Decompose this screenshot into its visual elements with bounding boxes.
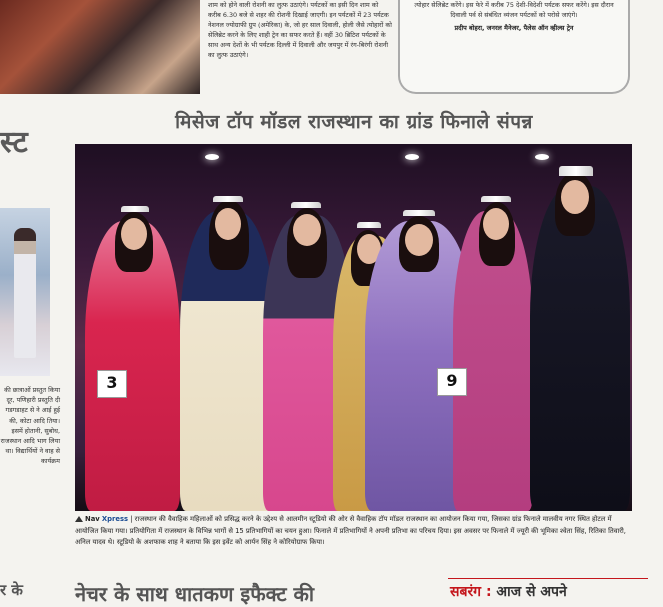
left-column-heading: स्ट	[0, 125, 29, 160]
main-event-photo	[75, 144, 632, 511]
top-news-photo	[0, 0, 200, 94]
section-rule	[448, 578, 648, 579]
bottom-left-headline: र के	[0, 581, 23, 599]
teaser-text: आज से अपने	[496, 584, 567, 600]
quote-signature: प्रदीप बोहरा, जनरल मैनेजर, पैलेस ऑन व्हील्स ट्रेन	[454, 24, 574, 32]
bottom-right-teaser	[450, 582, 567, 601]
quote-box	[398, 0, 630, 94]
caption-text: | राजस्थान की वैवाहिक महिलाओं को प्रसिद्ध करने के उद्देश्य से आलमीन स्टूडियो की ओर से वैवाहिक टॉप मॉडल राजस्थान का आयोजन किया गया, जिसका ग्रांड फिनाले मालवीय नगर स्थित होटल में आयोजित किया गया। प्रतियोगिता में राजस्थान के विभिन्न भागों से 15 प्रतिभागियों का चयन हुआ। फिनाले में प्रतिभागियों ने अपनी प्रतिभा का परिचय दिया। इस अवसर पर फिनाले में ज्यूरी की भूमिका श्वेता सिंह, रितिका तिवारी, अनिल यादव थे। स्टूडियो के अशफाक शाह ने बताया कि इस इवेंट को आर्यन सिंह ने कोरियोग्राफ किया।	[75, 515, 626, 546]
left-column-photo	[0, 208, 50, 376]
bottom-headline: नेचर के साथ धातकण इफैक्ट की	[75, 582, 315, 606]
caption-brand-xpress: Xpress	[101, 515, 129, 523]
teaser-label: सबरंग :	[450, 584, 492, 600]
contestant-number-card-3: 3	[97, 370, 127, 398]
top-article-text: शाम को होने वाली रोशनी का लुत्फ उठाएंगे। पर्यटकों का इसी दिन शाम को करीब 6.30 बजे से शहर की रोशनी दिखाई जाएगी। इन पर्यटकों में 23 पर्यटक नेशनल ज्योग्राफी ग्रुप (अमेरिका) के, जो हर साल दिवाली, होली जैसे त्योहारों को सेलिब्रेट करने के लिए शाही ट्रेन का सफर करते हैं। वहीं 30 ब्रिटिश पर्यटकों के साथ अन्य देशों के भी पर्यटक दिल्ली में दिवाली और जयपुर में रंग-बिरंगी रोशनी का लुत्फ उठाएंगे।	[208, 1, 392, 59]
left-column-text: की छात्राओं प्रस्तुत किया दूर, पणिहारी प्रस्तुति दी गडगडाहट से ने आई हुई की, कोटा आदि तिया। इसमें होतानी, सुबोध, राजस्थान आदि भाग लिया था। विद्यार्थियों ने वाह से कार्यक्रम	[0, 386, 60, 466]
caption-brand-nav: Nav	[85, 515, 100, 523]
article-headline: मिसेज टॉप मॉडल राजस्थान का ग्रांड फिनाले संपन्न	[175, 111, 533, 133]
contestant-number-card-9: 9	[437, 368, 467, 396]
photo-caption	[75, 514, 632, 549]
camera-icon	[75, 516, 83, 522]
quote-text: त्योहार सेलिब्रेट करेंगे। इस फेरे में करीब 75 देशी-विदेशी पर्यटक सफर करेंगे। इस दौरान दिवाली पर्व से संबंधित व्यंजन पर्यटकों को परोसे जाएंगे।	[414, 1, 614, 19]
